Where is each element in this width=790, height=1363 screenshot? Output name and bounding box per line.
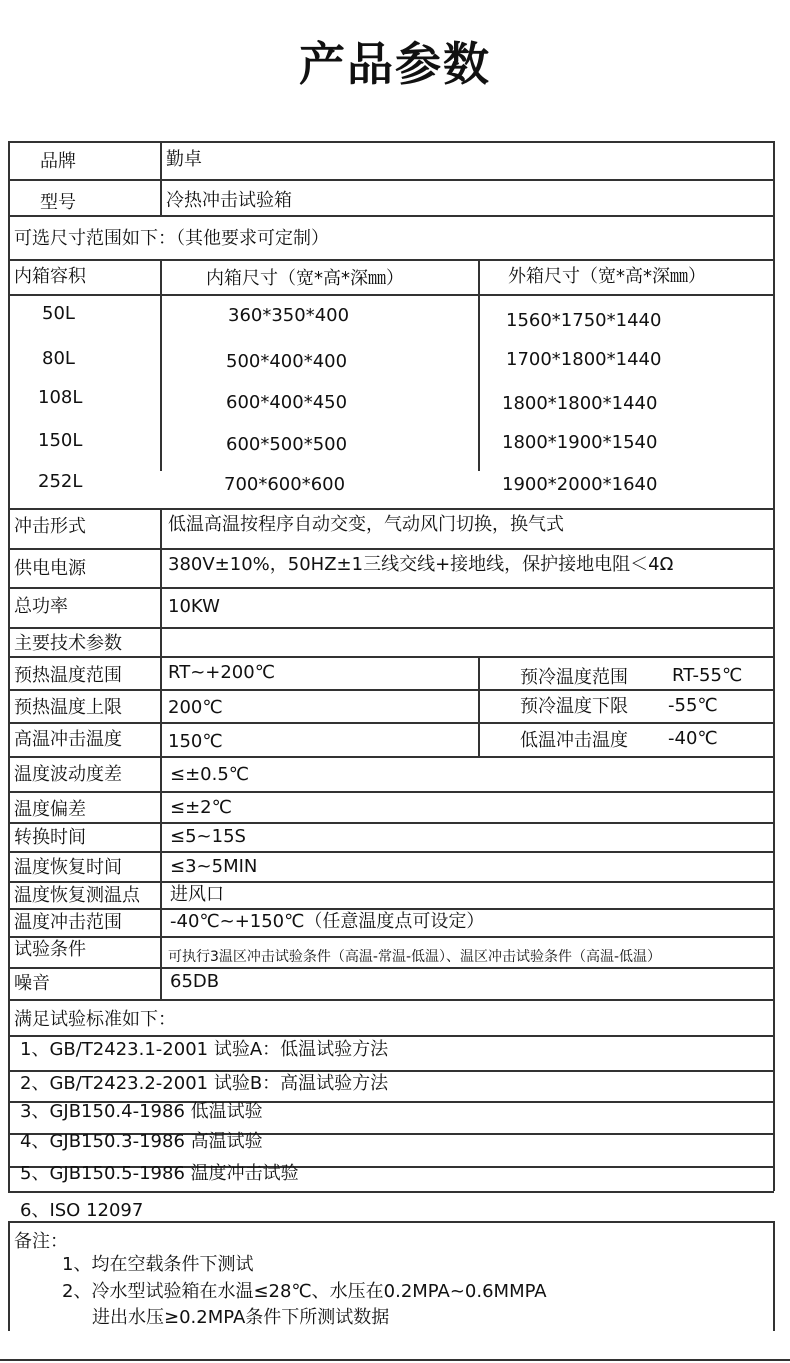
param-label: 温度偏差 xyxy=(14,799,86,820)
row-divider xyxy=(8,1191,774,1193)
row-divider xyxy=(8,722,774,724)
dual-param-right-label: 预冷温度范围 xyxy=(520,667,628,688)
col-divider xyxy=(160,259,162,471)
power-supply-label: 供电电源 xyxy=(14,558,86,579)
size-range-note: 可选尺寸范围如下：（其他要求可定制） xyxy=(14,228,329,249)
param-label: 试验条件 xyxy=(14,939,86,960)
total-power-label: 总功率 xyxy=(14,596,68,617)
row-divider xyxy=(8,627,774,629)
row-divider xyxy=(8,851,774,853)
table-border-top xyxy=(8,141,774,143)
standard-item: 5、GJB150.5-1986 温度冲击试验 xyxy=(20,1163,299,1184)
note-item: 进出水压≥0.2MPA条件下所测试数据 xyxy=(92,1307,390,1328)
size-row-inner: 600*500*500 xyxy=(226,434,348,455)
dual-param-right-value: -40℃ xyxy=(668,728,718,749)
row-divider xyxy=(8,822,774,824)
size-header-inner: 内箱尺寸（宽*高*深㎜） xyxy=(206,268,404,289)
impact-mode-value: 低温高温按程序自动交变，气动风门切换，换气式 xyxy=(168,514,564,535)
size-row-volume: 50L xyxy=(42,303,75,324)
col-divider xyxy=(478,259,480,471)
param-label: 温度冲击范围 xyxy=(14,912,122,933)
row-divider xyxy=(8,548,774,550)
standards-label: 满足试验标准如下： xyxy=(14,1009,176,1030)
dual-param-left-value: 150℃ xyxy=(168,731,223,752)
size-row-outer: 1700*1800*1440 xyxy=(506,349,662,370)
size-row-outer: 1800*1800*1440 xyxy=(502,393,658,414)
col-divider xyxy=(160,508,162,1000)
table-border-left xyxy=(8,141,10,1191)
row-divider xyxy=(8,179,774,181)
row-divider xyxy=(8,936,774,938)
size-row-inner: 360*350*400 xyxy=(228,305,350,326)
size-row-inner: 500*400*400 xyxy=(226,351,348,372)
brand-value: 勤卓 xyxy=(166,149,202,170)
row-divider xyxy=(8,656,774,658)
param-label: 噪音 xyxy=(14,973,50,994)
row-divider xyxy=(8,508,774,510)
model-value: 冷热冲击试验箱 xyxy=(166,190,292,211)
row-divider xyxy=(8,791,774,793)
row-divider xyxy=(8,587,774,589)
impact-mode-label: 冲击形式 xyxy=(14,516,86,537)
dual-param-right-label: 预冷温度下限 xyxy=(520,696,628,717)
param-value: ≤±0.5℃ xyxy=(170,764,250,785)
notes-border-right xyxy=(773,1221,775,1331)
size-row-outer: 1900*2000*1640 xyxy=(502,474,658,495)
size-row-inner: 700*600*600 xyxy=(224,474,346,495)
param-label: 温度恢复测温点 xyxy=(14,885,140,906)
param-value: 65DB xyxy=(170,971,220,992)
standard-item: 6、ISO 12097 xyxy=(20,1200,144,1221)
row-divider xyxy=(8,1070,774,1072)
main-params-label: 主要技术参数 xyxy=(14,633,122,654)
row-divider xyxy=(8,756,774,758)
power-supply-value: 380V±10%，50HZ±1三线交线+接地线，保护接地电阻＜4Ω xyxy=(168,554,674,575)
size-header-outer: 外箱尺寸（宽*高*深㎜） xyxy=(508,266,706,287)
col-divider xyxy=(160,141,162,215)
size-row-volume: 252L xyxy=(38,471,83,492)
param-value: -40℃~+150℃（任意温度点可设定） xyxy=(170,911,485,932)
size-row-volume: 108L xyxy=(38,387,83,408)
param-value: ≤5~15S xyxy=(170,826,246,847)
page-title: 产品参数 xyxy=(299,37,491,91)
size-row-outer: 1800*1900*1540 xyxy=(502,432,658,453)
param-value: 可执行3温区冲击试验条件（高温-常温-低温）、温区冲击试验条件（高温-低温） xyxy=(168,949,662,965)
size-row-volume: 80L xyxy=(42,348,75,369)
param-label: 温度波动度差 xyxy=(14,764,122,785)
row-divider xyxy=(8,908,774,910)
dual-param-right-label: 低温冲击温度 xyxy=(520,730,628,751)
row-divider xyxy=(8,259,774,261)
param-value: ≤3~5MIN xyxy=(170,856,258,877)
table-border-right xyxy=(773,141,775,1191)
model-label: 型号 xyxy=(40,192,76,213)
notes-border-left xyxy=(8,1221,10,1331)
dual-param-left-value: RT~+200℃ xyxy=(168,662,275,683)
row-divider xyxy=(8,1035,774,1037)
row-divider xyxy=(8,215,774,217)
brand-label: 品牌 xyxy=(40,151,76,172)
param-label: 转换时间 xyxy=(14,827,86,848)
standard-item: 3、GJB150.4-1986 低温试验 xyxy=(20,1101,263,1122)
standard-item: 1、GB/T2423.1-2001 试验A：低温试验方法 xyxy=(20,1039,389,1060)
size-row-volume: 150L xyxy=(38,430,83,451)
param-label: 温度恢复时间 xyxy=(14,857,122,878)
row-divider xyxy=(8,999,774,1001)
param-value: 进风口 xyxy=(170,884,224,905)
dual-param-left-value: 200℃ xyxy=(168,697,223,718)
size-header-volume: 内箱容积 xyxy=(14,266,86,287)
standard-item: 4、GJB150.3-1986 高温试验 xyxy=(20,1131,263,1152)
note-item: 1、均在空载条件下测试 xyxy=(62,1254,254,1275)
row-divider xyxy=(8,294,774,296)
dual-param-left-label: 高温冲击温度 xyxy=(14,729,122,750)
size-row-outer: 1560*1750*1440 xyxy=(506,310,662,331)
spec-table xyxy=(8,141,774,1361)
page-bottom-rule xyxy=(0,1359,790,1361)
total-power-value: 10KW xyxy=(168,596,220,617)
dual-param-left-label: 预热温度上限 xyxy=(14,697,122,718)
row-divider xyxy=(8,689,774,691)
col-divider xyxy=(478,656,480,756)
dual-param-right-value: RT-55℃ xyxy=(672,665,743,686)
standard-item: 2、GB/T2423.2-2001 试验B：高温试验方法 xyxy=(20,1073,389,1094)
dual-param-right-value: -55℃ xyxy=(668,695,718,716)
dual-param-left-label: 预热温度范围 xyxy=(14,665,122,686)
note-item: 2、冷水型试验箱在水温≤28℃、水压在0.2MPA~0.6MMPA xyxy=(62,1281,547,1302)
param-value: ≤±2℃ xyxy=(170,797,232,818)
notes-label: 备注： xyxy=(14,1231,68,1252)
size-row-inner: 600*400*450 xyxy=(226,392,348,413)
row-divider xyxy=(8,881,774,883)
